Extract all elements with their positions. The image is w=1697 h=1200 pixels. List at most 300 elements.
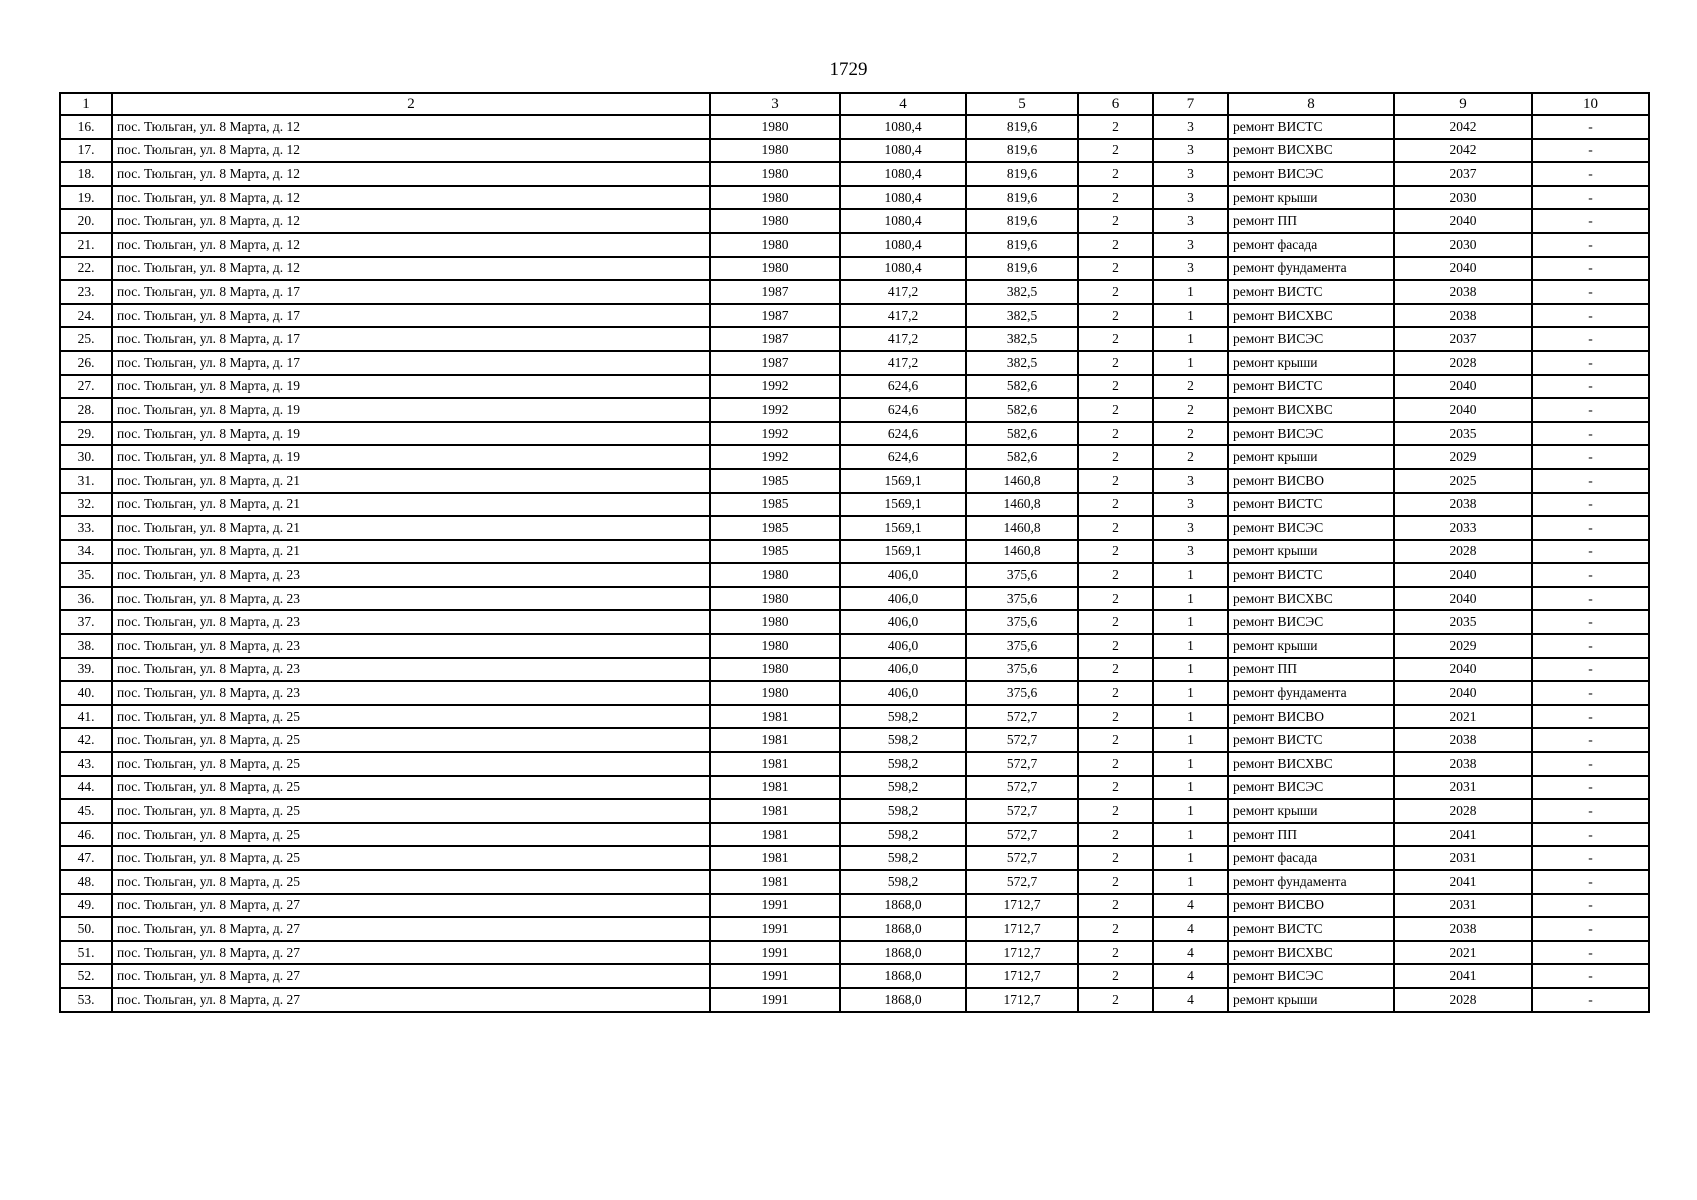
address-cell: пос. Тюльган, ул. 8 Марта, д. 12	[112, 233, 710, 257]
note-cell: -	[1532, 988, 1649, 1012]
planned-year-cell: 2041	[1394, 823, 1532, 847]
work-type-cell: ремонт крыши	[1228, 540, 1394, 564]
table-row	[60, 563, 1649, 587]
note-cell: -	[1532, 516, 1649, 540]
build-year-cell: 1985	[710, 493, 840, 517]
living-area-cell: 375,6	[966, 563, 1078, 587]
column-header: 9	[1394, 93, 1532, 115]
work-type-cell: ремонт крыши	[1228, 186, 1394, 210]
address-cell: пос. Тюльган, ул. 8 Марта, д. 12	[112, 162, 710, 186]
total-area-cell: 1080,4	[840, 186, 966, 210]
planned-year-cell: 2030	[1394, 233, 1532, 257]
build-year-cell: 1992	[710, 445, 840, 469]
build-year-cell: 1985	[710, 516, 840, 540]
total-area-cell: 417,2	[840, 351, 966, 375]
living-area-cell: 382,5	[966, 351, 1078, 375]
work-type-cell: ремонт ВИСХВС	[1228, 587, 1394, 611]
living-area-cell: 582,6	[966, 375, 1078, 399]
floors-cell: 2	[1078, 209, 1153, 233]
floors-cell: 2	[1078, 469, 1153, 493]
build-year-cell: 1992	[710, 375, 840, 399]
entrances-cell: 3	[1153, 493, 1228, 517]
total-area-cell: 1868,0	[840, 941, 966, 965]
address-cell: пос. Тюльган, ул. 8 Марта, д. 25	[112, 846, 710, 870]
entrances-cell: 1	[1153, 705, 1228, 729]
table-row	[60, 233, 1649, 257]
floors-cell: 2	[1078, 398, 1153, 422]
row-number-cell: 43.	[60, 752, 112, 776]
living-area-cell: 1460,8	[966, 516, 1078, 540]
planned-year-cell: 2031	[1394, 776, 1532, 800]
row-number-cell: 34.	[60, 540, 112, 564]
total-area-cell: 1080,4	[840, 162, 966, 186]
note-cell: -	[1532, 799, 1649, 823]
note-cell: -	[1532, 493, 1649, 517]
total-area-cell: 1868,0	[840, 894, 966, 918]
living-area-cell: 1712,7	[966, 941, 1078, 965]
living-area-cell: 1460,8	[966, 540, 1078, 564]
total-area-cell: 624,6	[840, 398, 966, 422]
address-cell: пос. Тюльган, ул. 8 Марта, д. 25	[112, 870, 710, 894]
planned-year-cell: 2028	[1394, 799, 1532, 823]
row-number-cell: 49.	[60, 894, 112, 918]
planned-year-cell: 2038	[1394, 493, 1532, 517]
address-cell: пос. Тюльган, ул. 8 Марта, д. 12	[112, 186, 710, 210]
note-cell: -	[1532, 139, 1649, 163]
floors-cell: 2	[1078, 823, 1153, 847]
row-number-cell: 37.	[60, 610, 112, 634]
table-row	[60, 280, 1649, 304]
planned-year-cell: 2038	[1394, 280, 1532, 304]
work-type-cell: ремонт крыши	[1228, 988, 1394, 1012]
table-row	[60, 705, 1649, 729]
build-year-cell: 1992	[710, 422, 840, 446]
build-year-cell: 1980	[710, 186, 840, 210]
work-type-cell: ремонт ВИСХВС	[1228, 139, 1394, 163]
column-header: 3	[710, 93, 840, 115]
work-type-cell: ремонт ВИСТС	[1228, 375, 1394, 399]
work-type-cell: ремонт ВИСЭС	[1228, 610, 1394, 634]
entrances-cell: 1	[1153, 351, 1228, 375]
table-row	[60, 540, 1649, 564]
table-row	[60, 516, 1649, 540]
entrances-cell: 2	[1153, 375, 1228, 399]
work-type-cell: ремонт ВИСЭС	[1228, 422, 1394, 446]
total-area-cell: 406,0	[840, 681, 966, 705]
build-year-cell: 1980	[710, 115, 840, 139]
build-year-cell: 1981	[710, 728, 840, 752]
table-row	[60, 493, 1649, 517]
total-area-cell: 417,2	[840, 327, 966, 351]
work-type-cell: ремонт ВИСЭС	[1228, 162, 1394, 186]
planned-year-cell: 2040	[1394, 658, 1532, 682]
living-area-cell: 1712,7	[966, 964, 1078, 988]
planned-year-cell: 2037	[1394, 162, 1532, 186]
build-year-cell: 1981	[710, 776, 840, 800]
address-cell: пос. Тюльган, ул. 8 Марта, д. 23	[112, 634, 710, 658]
table-row	[60, 398, 1649, 422]
address-cell: пос. Тюльган, ул. 8 Марта, д. 12	[112, 209, 710, 233]
total-area-cell: 1080,4	[840, 209, 966, 233]
floors-cell: 2	[1078, 563, 1153, 587]
build-year-cell: 1980	[710, 257, 840, 281]
build-year-cell: 1980	[710, 233, 840, 257]
note-cell: -	[1532, 115, 1649, 139]
column-header: 1	[60, 93, 112, 115]
note-cell: -	[1532, 186, 1649, 210]
row-number-cell: 36.	[60, 587, 112, 611]
table-row	[60, 257, 1649, 281]
address-cell: пос. Тюльган, ул. 8 Марта, д. 12	[112, 257, 710, 281]
floors-cell: 2	[1078, 658, 1153, 682]
table-row	[60, 422, 1649, 446]
planned-year-cell: 2038	[1394, 917, 1532, 941]
work-type-cell: ремонт ВИСВО	[1228, 469, 1394, 493]
note-cell: -	[1532, 327, 1649, 351]
address-cell: пос. Тюльган, ул. 8 Марта, д. 25	[112, 776, 710, 800]
floors-cell: 2	[1078, 162, 1153, 186]
page-number: 1729	[829, 59, 868, 80]
floors-cell: 2	[1078, 846, 1153, 870]
entrances-cell: 1	[1153, 776, 1228, 800]
work-type-cell: ремонт ВИСХВС	[1228, 941, 1394, 965]
total-area-cell: 1080,4	[840, 139, 966, 163]
row-number-cell: 44.	[60, 776, 112, 800]
row-number-cell: 35.	[60, 563, 112, 587]
row-number-cell: 21.	[60, 233, 112, 257]
build-year-cell: 1987	[710, 304, 840, 328]
address-cell: пос. Тюльган, ул. 8 Марта, д. 21	[112, 516, 710, 540]
build-year-cell: 1980	[710, 209, 840, 233]
build-year-cell: 1987	[710, 327, 840, 351]
total-area-cell: 406,0	[840, 658, 966, 682]
address-cell: пос. Тюльган, ул. 8 Марта, д. 21	[112, 540, 710, 564]
note-cell: -	[1532, 728, 1649, 752]
work-type-cell: ремонт ВИСВО	[1228, 894, 1394, 918]
floors-cell: 2	[1078, 799, 1153, 823]
row-number-cell: 33.	[60, 516, 112, 540]
note-cell: -	[1532, 209, 1649, 233]
row-number-cell: 16.	[60, 115, 112, 139]
table-row	[60, 469, 1649, 493]
entrances-cell: 1	[1153, 752, 1228, 776]
entrances-cell: 2	[1153, 422, 1228, 446]
address-cell: пос. Тюльган, ул. 8 Марта, д. 17	[112, 280, 710, 304]
row-number-cell: 22.	[60, 257, 112, 281]
living-area-cell: 572,7	[966, 752, 1078, 776]
floors-cell: 2	[1078, 351, 1153, 375]
build-year-cell: 1980	[710, 658, 840, 682]
living-area-cell: 1712,7	[966, 988, 1078, 1012]
build-year-cell: 1991	[710, 964, 840, 988]
row-number-cell: 32.	[60, 493, 112, 517]
planned-year-cell: 2021	[1394, 941, 1532, 965]
column-header: 7	[1153, 93, 1228, 115]
build-year-cell: 1991	[710, 894, 840, 918]
table-row	[60, 304, 1649, 328]
entrances-cell: 1	[1153, 280, 1228, 304]
entrances-cell: 1	[1153, 728, 1228, 752]
table-row	[60, 115, 1649, 139]
entrances-cell: 4	[1153, 894, 1228, 918]
entrances-cell: 3	[1153, 233, 1228, 257]
address-cell: пос. Тюльган, ул. 8 Марта, д. 25	[112, 728, 710, 752]
floors-cell: 2	[1078, 870, 1153, 894]
row-number-cell: 41.	[60, 705, 112, 729]
row-number-cell: 47.	[60, 846, 112, 870]
planned-year-cell: 2035	[1394, 610, 1532, 634]
address-cell: пос. Тюльган, ул. 8 Марта, д. 19	[112, 375, 710, 399]
planned-year-cell: 2028	[1394, 540, 1532, 564]
table-row	[60, 445, 1649, 469]
work-type-cell: ремонт ВИСТС	[1228, 115, 1394, 139]
work-type-cell: ремонт фасада	[1228, 846, 1394, 870]
living-area-cell: 572,7	[966, 705, 1078, 729]
work-type-cell: ремонт фасада	[1228, 233, 1394, 257]
row-number-cell: 29.	[60, 422, 112, 446]
build-year-cell: 1991	[710, 988, 840, 1012]
address-cell: пос. Тюльган, ул. 8 Марта, д. 23	[112, 658, 710, 682]
header-row	[60, 93, 1649, 115]
living-area-cell: 1712,7	[966, 894, 1078, 918]
row-number-cell: 19.	[60, 186, 112, 210]
entrances-cell: 3	[1153, 115, 1228, 139]
work-type-cell: ремонт фундамента	[1228, 870, 1394, 894]
work-type-cell: ремонт ВИСХВС	[1228, 752, 1394, 776]
build-year-cell: 1987	[710, 351, 840, 375]
address-cell: пос. Тюльган, ул. 8 Марта, д. 27	[112, 988, 710, 1012]
floors-cell: 2	[1078, 139, 1153, 163]
floors-cell: 2	[1078, 634, 1153, 658]
address-cell: пос. Тюльган, ул. 8 Марта, д. 19	[112, 422, 710, 446]
total-area-cell: 598,2	[840, 705, 966, 729]
address-cell: пос. Тюльган, ул. 8 Марта, д. 17	[112, 304, 710, 328]
floors-cell: 2	[1078, 988, 1153, 1012]
living-area-cell: 819,6	[966, 139, 1078, 163]
build-year-cell: 1981	[710, 870, 840, 894]
note-cell: -	[1532, 634, 1649, 658]
planned-year-cell: 2040	[1394, 209, 1532, 233]
row-number-cell: 42.	[60, 728, 112, 752]
planned-year-cell: 2028	[1394, 988, 1532, 1012]
note-cell: -	[1532, 752, 1649, 776]
planned-year-cell: 2038	[1394, 304, 1532, 328]
address-cell: пос. Тюльган, ул. 8 Марта, д. 25	[112, 823, 710, 847]
build-year-cell: 1991	[710, 941, 840, 965]
repair-schedule-table	[59, 92, 1650, 1013]
floors-cell: 2	[1078, 610, 1153, 634]
work-type-cell: ремонт крыши	[1228, 799, 1394, 823]
note-cell: -	[1532, 705, 1649, 729]
note-cell: -	[1532, 422, 1649, 446]
table-row	[60, 139, 1649, 163]
row-number-cell: 50.	[60, 917, 112, 941]
work-type-cell: ремонт ВИСЭС	[1228, 776, 1394, 800]
table-row	[60, 846, 1649, 870]
floors-cell: 2	[1078, 894, 1153, 918]
work-type-cell: ремонт ВИСТС	[1228, 563, 1394, 587]
note-cell: -	[1532, 894, 1649, 918]
planned-year-cell: 2042	[1394, 139, 1532, 163]
address-cell: пос. Тюльган, ул. 8 Марта, д. 27	[112, 894, 710, 918]
entrances-cell: 4	[1153, 988, 1228, 1012]
table-body	[60, 115, 1649, 1012]
address-cell: пос. Тюльган, ул. 8 Марта, д. 19	[112, 398, 710, 422]
address-cell: пос. Тюльган, ул. 8 Марта, д. 25	[112, 752, 710, 776]
table-row	[60, 728, 1649, 752]
floors-cell: 2	[1078, 540, 1153, 564]
entrances-cell: 3	[1153, 139, 1228, 163]
build-year-cell: 1980	[710, 681, 840, 705]
note-cell: -	[1532, 351, 1649, 375]
row-number-cell: 17.	[60, 139, 112, 163]
floors-cell: 2	[1078, 941, 1153, 965]
floors-cell: 2	[1078, 917, 1153, 941]
planned-year-cell: 2042	[1394, 115, 1532, 139]
column-header: 4	[840, 93, 966, 115]
entrances-cell: 4	[1153, 941, 1228, 965]
total-area-cell: 417,2	[840, 280, 966, 304]
address-cell: пос. Тюльган, ул. 8 Марта, д. 12	[112, 139, 710, 163]
entrances-cell: 3	[1153, 257, 1228, 281]
total-area-cell: 598,2	[840, 728, 966, 752]
entrances-cell: 2	[1153, 398, 1228, 422]
living-area-cell: 375,6	[966, 681, 1078, 705]
living-area-cell: 1460,8	[966, 469, 1078, 493]
build-year-cell: 1987	[710, 280, 840, 304]
row-number-cell: 52.	[60, 964, 112, 988]
entrances-cell: 4	[1153, 964, 1228, 988]
note-cell: -	[1532, 445, 1649, 469]
entrances-cell: 2	[1153, 445, 1228, 469]
entrances-cell: 1	[1153, 304, 1228, 328]
address-cell: пос. Тюльган, ул. 8 Марта, д. 21	[112, 469, 710, 493]
note-cell: -	[1532, 681, 1649, 705]
planned-year-cell: 2029	[1394, 634, 1532, 658]
planned-year-cell: 2030	[1394, 186, 1532, 210]
work-type-cell: ремонт ВИСЭС	[1228, 327, 1394, 351]
living-area-cell: 819,6	[966, 257, 1078, 281]
column-header: 2	[112, 93, 710, 115]
floors-cell: 2	[1078, 587, 1153, 611]
row-number-cell: 39.	[60, 658, 112, 682]
entrances-cell: 3	[1153, 516, 1228, 540]
address-cell: пос. Тюльган, ул. 8 Марта, д. 25	[112, 705, 710, 729]
row-number-cell: 24.	[60, 304, 112, 328]
build-year-cell: 1980	[710, 610, 840, 634]
living-area-cell: 572,7	[966, 776, 1078, 800]
table-row	[60, 351, 1649, 375]
row-number-cell: 48.	[60, 870, 112, 894]
living-area-cell: 382,5	[966, 304, 1078, 328]
entrances-cell: 1	[1153, 823, 1228, 847]
build-year-cell: 1980	[710, 162, 840, 186]
living-area-cell: 819,6	[966, 186, 1078, 210]
total-area-cell: 406,0	[840, 563, 966, 587]
planned-year-cell: 2031	[1394, 846, 1532, 870]
floors-cell: 2	[1078, 422, 1153, 446]
address-cell: пос. Тюльган, ул. 8 Марта, д. 17	[112, 327, 710, 351]
work-type-cell: ремонт ВИСЭС	[1228, 516, 1394, 540]
total-area-cell: 598,2	[840, 799, 966, 823]
work-type-cell: ремонт ПП	[1228, 658, 1394, 682]
living-area-cell: 582,6	[966, 445, 1078, 469]
note-cell: -	[1532, 823, 1649, 847]
address-cell: пос. Тюльган, ул. 8 Марта, д. 27	[112, 917, 710, 941]
row-number-cell: 40.	[60, 681, 112, 705]
table-row	[60, 964, 1649, 988]
note-cell: -	[1532, 233, 1649, 257]
floors-cell: 2	[1078, 705, 1153, 729]
build-year-cell: 1980	[710, 634, 840, 658]
total-area-cell: 598,2	[840, 846, 966, 870]
build-year-cell: 1985	[710, 469, 840, 493]
work-type-cell: ремонт ВИСТС	[1228, 728, 1394, 752]
table-row	[60, 823, 1649, 847]
living-area-cell: 819,6	[966, 162, 1078, 186]
address-cell: пос. Тюльган, ул. 8 Марта, д. 23	[112, 610, 710, 634]
row-number-cell: 18.	[60, 162, 112, 186]
note-cell: -	[1532, 917, 1649, 941]
note-cell: -	[1532, 563, 1649, 587]
floors-cell: 2	[1078, 493, 1153, 517]
floors-cell: 2	[1078, 728, 1153, 752]
living-area-cell: 1460,8	[966, 493, 1078, 517]
work-type-cell: ремонт крыши	[1228, 351, 1394, 375]
row-number-cell: 53.	[60, 988, 112, 1012]
planned-year-cell: 2028	[1394, 351, 1532, 375]
planned-year-cell: 2037	[1394, 327, 1532, 351]
living-area-cell: 572,7	[966, 728, 1078, 752]
column-header: 6	[1078, 93, 1153, 115]
entrances-cell: 1	[1153, 681, 1228, 705]
floors-cell: 2	[1078, 304, 1153, 328]
note-cell: -	[1532, 658, 1649, 682]
column-header: 10	[1532, 93, 1649, 115]
planned-year-cell: 2041	[1394, 964, 1532, 988]
floors-cell: 2	[1078, 233, 1153, 257]
floors-cell: 2	[1078, 776, 1153, 800]
address-cell: пос. Тюльган, ул. 8 Марта, д. 27	[112, 941, 710, 965]
build-year-cell: 1980	[710, 563, 840, 587]
address-cell: пос. Тюльган, ул. 8 Марта, д. 23	[112, 681, 710, 705]
total-area-cell: 406,0	[840, 634, 966, 658]
work-type-cell: ремонт ВИСТС	[1228, 280, 1394, 304]
table-row	[60, 634, 1649, 658]
note-cell: -	[1532, 964, 1649, 988]
row-number-cell: 46.	[60, 823, 112, 847]
table-row	[60, 375, 1649, 399]
note-cell: -	[1532, 846, 1649, 870]
address-cell: пос. Тюльган, ул. 8 Марта, д. 19	[112, 445, 710, 469]
floors-cell: 2	[1078, 681, 1153, 705]
planned-year-cell: 2038	[1394, 728, 1532, 752]
planned-year-cell: 2040	[1394, 257, 1532, 281]
floors-cell: 2	[1078, 752, 1153, 776]
build-year-cell: 1981	[710, 846, 840, 870]
table-row	[60, 327, 1649, 351]
entrances-cell: 1	[1153, 846, 1228, 870]
work-type-cell: ремонт крыши	[1228, 634, 1394, 658]
table-row	[60, 776, 1649, 800]
living-area-cell: 375,6	[966, 634, 1078, 658]
planned-year-cell: 2040	[1394, 681, 1532, 705]
living-area-cell: 1712,7	[966, 917, 1078, 941]
planned-year-cell: 2041	[1394, 870, 1532, 894]
table-row	[60, 681, 1649, 705]
table-row	[60, 587, 1649, 611]
entrances-cell: 3	[1153, 162, 1228, 186]
